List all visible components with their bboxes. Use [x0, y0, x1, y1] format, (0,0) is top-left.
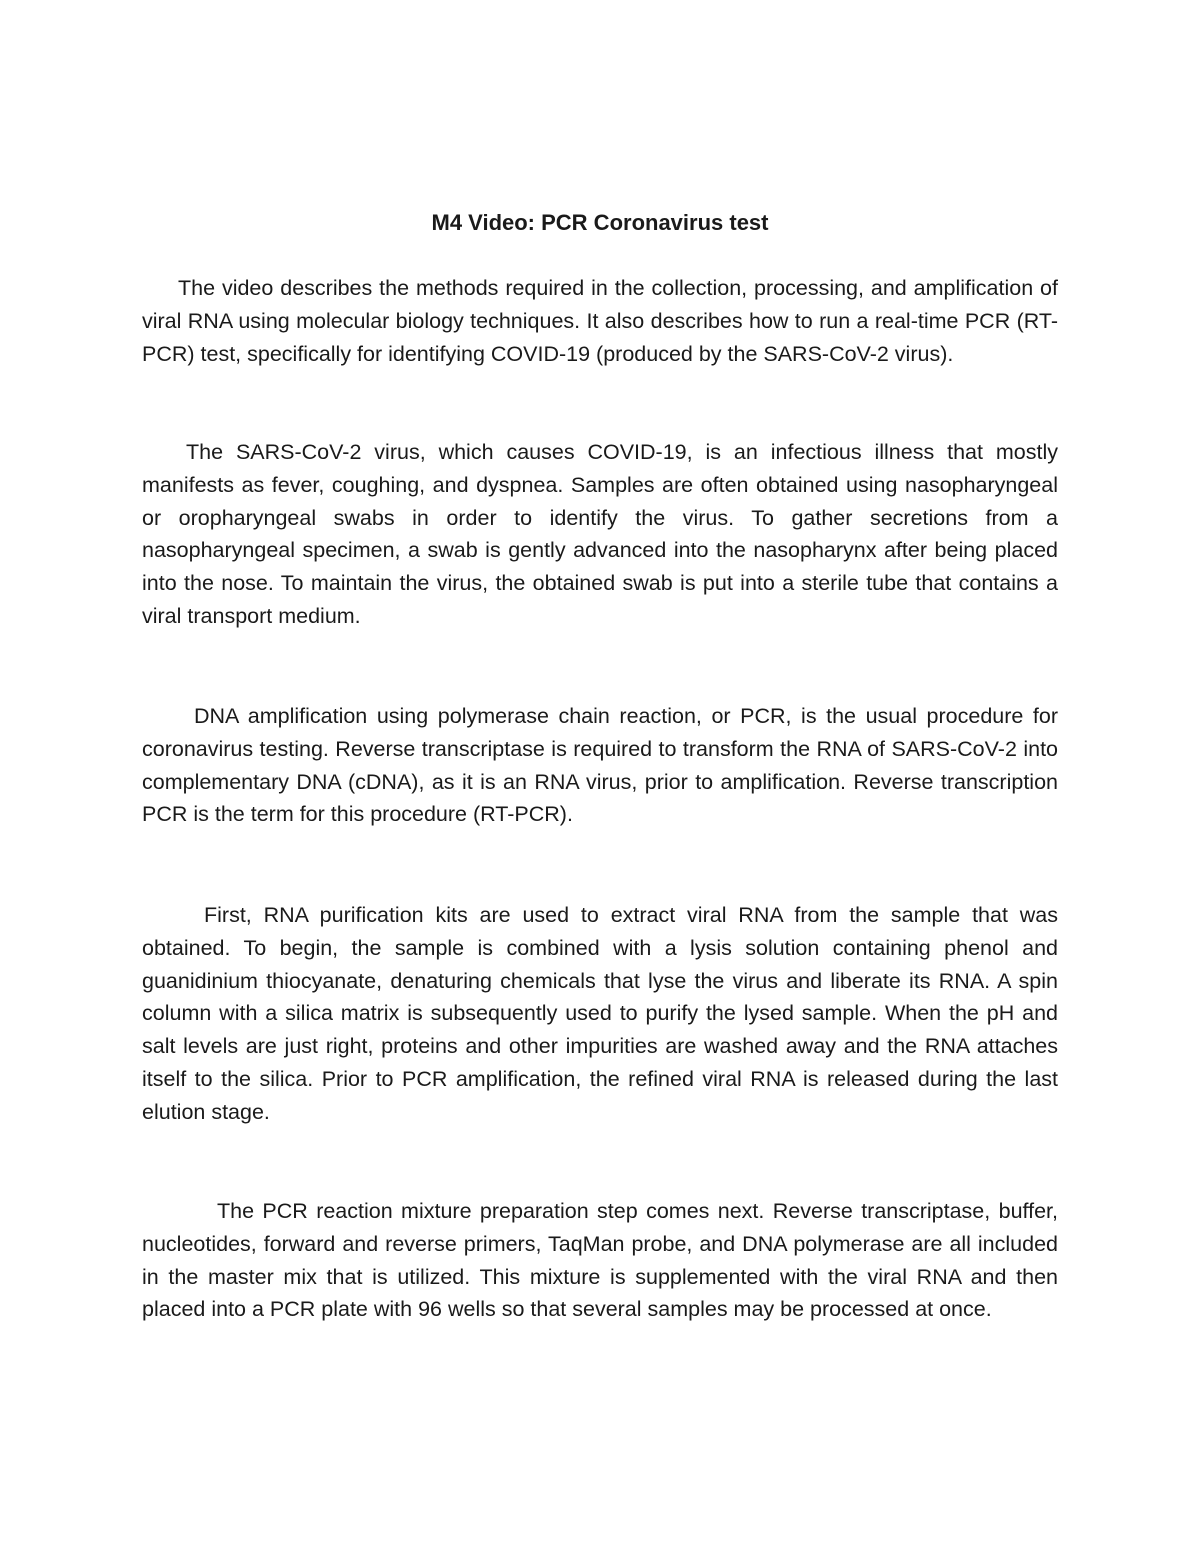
paragraph-reaction-mixture: The PCR reaction mixture preparation step comes next. Reverse transcriptase, buffer, nucleotides, forward and reverse primers, TaqMan probe, and DNA polymerase are all included in the master mix that is utilized. This mixture is supplemented with the viral RNA and then placed into a PCR plate with 96 wells so that several samples may be processed at once.	[142, 1199, 1058, 1322]
paragraph-rna-purification: First, RNA purification kits are used to extract viral RNA from the sample that was obtained. To begin, the sample is combined with a lysis solution containing phenol and guanidinium thiocyanate, denaturing chemicals that lyse the virus and liberate its RNA. A spin column with a silica matrix is subsequently used to purify the lysed sample. When the pH and salt levels are just right, proteins and other impurities are washed away and the RNA attaches itself to the silica. Prior to PCR amplification, the refined viral RNA is released during the last elution stage.	[142, 903, 1058, 1124]
paragraph-intro: The video describes the methods required in the collection, processing, and amplification of viral RNA using molecular biology techniques. It also describes how to run a real-time PCR (RT-PCR) test, specifically for identifying COVID-19 (produced by the SARS-CoV-2 virus).	[142, 276, 1058, 366]
document-title: M4 Video: PCR Coronavirus test	[431, 210, 769, 235]
paragraph-sample-collection: The SARS-CoV-2 virus, which causes COVID-19, is an infectious illness that mostly manifests as fever, coughing, and dyspnea. Samples are often obtained using nasopharyngeal or oropharyngeal swabs in order to identify the virus. To gather secretions from a nasopharyngeal specimen, a swab is gently advanced into the nasopharynx after being placed into the nose. To maintain the virus, the obtained swab is put into a sterile tube that contains a viral transport medium.	[142, 440, 1058, 628]
paragraph-rt-pcr: DNA amplification using polymerase chain reaction, or PCR, is the usual procedure for coronavirus testing. Reverse transcriptase is required to transform the RNA of SARS-CoV-2 into complementary DNA (cDNA), as it is an RNA virus, prior to amplification. Reverse transcription PCR is the term for this procedure (RT-PCR).	[142, 704, 1058, 827]
